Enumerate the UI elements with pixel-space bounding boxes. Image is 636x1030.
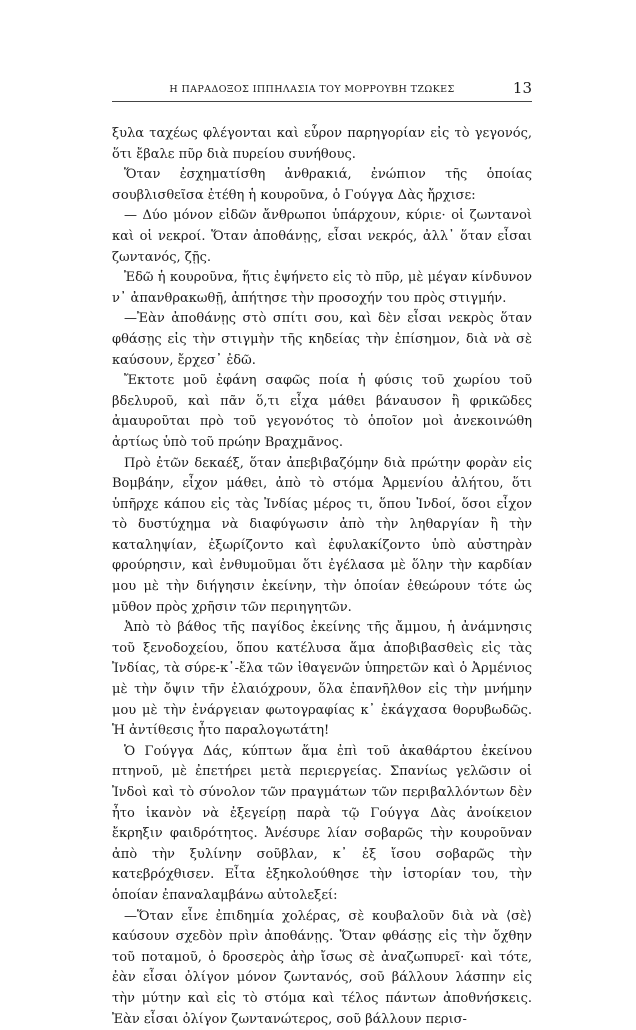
paragraph: —Ἐὰν ἀποθάνῃς στὸ σπίτι σου, καὶ δὲν εἶσαι νεκρὸς ὅταν φθάσῃς εἰς τὴν στιγμὴν τῆς κηδείας τὴν ἐπίσημον, διὰ νὰ σὲ καύσουν, ἔρχεσ᾽ ἐδῶ. [112,311,532,368]
paragraph: Ὅταν ἐσχηματίσθη ἀνθρακιά, ἐνώπιον τῆς ὁποίας σουβλισθεῖσα ἐτέθη ἡ κουροῦνα, ὁ Γούγγα Δὰς ἤρχισε: [112,167,532,203]
paragraph: Ἀπὸ τὸ βάθος τῆς παγίδος ἐκείνης τῆς ἄμμου, ἡ ἀνάμνησις τοῦ ξενοδοχείου, ὅπου κατέλυσα ἅμα ἀποβιβασθεὶς εἰς τὰς Ἰνδίας, τὰ σύρε-κ᾽-ἔλα τῶν ἰθαγενῶν ὑπηρετῶν καὶ ὁ Ἀρμένιος μὲ τὴν ὄψιν τῆν ἐλαιόχρουν, ὅλα ἐπανῆλθον εἰς τὴν μνήμην μου μὲ τὴν ἐνάργειαν φωτογραφίας κ᾽ ἐκάγχασα θορυβωδῶς. Ἡ ἀντίθεσις ἦτο παραλογωτάτη! [112,620,532,739]
running-head [112,79,532,99]
paragraph: Ὁ Γούγγα Δάς, κύπτων ἅμα ἐπὶ τοῦ ἀκαθάρτου ἐκείνου πτηνοῦ, μὲ ἐπετήρει μετὰ περιεργείας. Σπανίως γελῶσιν οἱ Ἰνδοὶ καὶ τὸ σύνολον τῶν πραγμάτων τῶν περιβαλλόντων δὲν ἦτο ἱκανὸν νὰ ἐξεγείρῃ παρὰ τῷ Γούγγα Δὰς ἀνοίκειον ἔκρηξιν φαιδρότητος. Ἀνέσυρε λίαν σοβαρῶς τὴν κουροῦναν ἀπὸ τὴν ξυλίνην σοῦβλαν, κ᾽ ἐξ ἴσου σοβαρῶς τὴν κατεβρόχθισεν. Εἶτα ἐξηκολούθησε τὴν ἱστορίαν του, τὴν ὁποίαν ἐπαναλαμβάνω αὐτολεξεί: [112,743,532,903]
paragraph: Πρὸ ἐτῶν δεκαέξ, ὅταν ἀπεβιβαζόμην διὰ πρώτην φορὰν εἰς Βομβάην, εἶχον μάθει, ἀπὸ τὸ στόμα Ἀρμενίου ἀλήτου, ὅτι ὑπῆρχε κάπου εἰς τὰς Ἰνδίας μέρος τι, ὅπου Ἰνδοί, ὅσοι εἶχον τὸ δυστύχημα νὰ διαφύγωσιν ἀπὸ τὴν ληθαργίαν ἢ τὴν καταληψίαν, ἐξωρίζοντο καὶ ἐφυλακίζοντο ὑπὸ αὐστηρὰν φρούρησιν, καὶ ἐνθυμοῦμαι ὅτι ἐγέλασα μὲ ὅλην τὴν καρδίαν μου μὲ τὴν διήγησιν ἐκείνην, τὴν ὁποίαν ἐθεώρουν τότε ὡς μῦθον πρὸς χρῆσιν τῶν περιηγητῶν. [112,455,532,615]
paragraph: —Ὅταν εἶνε ἐπιδημία χολέρας, σὲ κουβαλοῦν διὰ νὰ ⟨σὲ⟩ καύσουν σχεδὸν πρὶν ἀποθάνῃς. Ὅταν φθάσῃς εἰς τὴν ὄχθην τοῦ ποταμοῦ, ὁ δροσερὸς ἀὴρ ἴσως σὲ ἀναζωπυρεῖ· καὶ τότε, ἐὰν εἶσαι ὀλίγον μόνον ζωντανός, σοῦ βάλλουν λάσπην εἰς τὴν μύτην καὶ εἰς τὸ στόμα καὶ τέλος πάντων ἀποθνήσκεις. Ἐὰν εἶσαι ὀλίγον ζωντανώτερος, σοῦ βάλλουν περισ- [112,908,532,1027]
page-number: 13 [512,79,532,97]
paragraph: — Δύο μόνον εἰδῶν ἄνθρωποι ὑπάρχουν, κύριε· οἱ ζωντανοὶ καὶ οἱ νεκροί. Ὅταν ἀποθάνῃς, εἶσαι νεκρός, ἀλλ᾽ ὅταν εἶσαι ζωντανός, ζῇς. [112,208,532,265]
paragraph: Ἐδῶ ἡ κουροῦνα, ἥτις ἐψήνετο εἰς τὸ πῦρ, μὲ μέγαν κίνδυνον ν᾽ ἀπανθρακωθῇ, ἀπήτησε τὴν προσοχήν του πρὸς στιγμήν. [112,270,532,306]
body-text [112,124,532,1030]
paragraph: Ἔκτοτε μοῦ ἐφάνη σαφῶς ποία ἡ φύσις τοῦ χωρίου τοῦ βδελυροῦ, καὶ πᾶν ὅ,τι εἶχα μάθει βάναυσον ἢ φρικῶδες ἀμαυροῦται πρὸ τοῦ γεγονότος τὸ ὁποῖον μοὶ ἀνεκοινώθη ἀρτίως ὑπὸ τοῦ πρώην Βραχμᾶνος. [112,373,532,450]
paragraph: ξυλα ταχέως φλέγονται καὶ εὗρον παρηγορίαν εἰς τὸ γεγονός, ὅτι ἔβαλε πῦρ διὰ πυρείου συνήθους. [112,126,532,162]
running-title: Η ΠΑΡΑΔΟΞΟΣ ΙΠΠΗΛΑΣΙΑ ΤΟΥ ΜΟΡΡΟΥΒΗ ΤΖΩΚΕΣ [169,84,455,95]
header-rule [112,101,532,102]
